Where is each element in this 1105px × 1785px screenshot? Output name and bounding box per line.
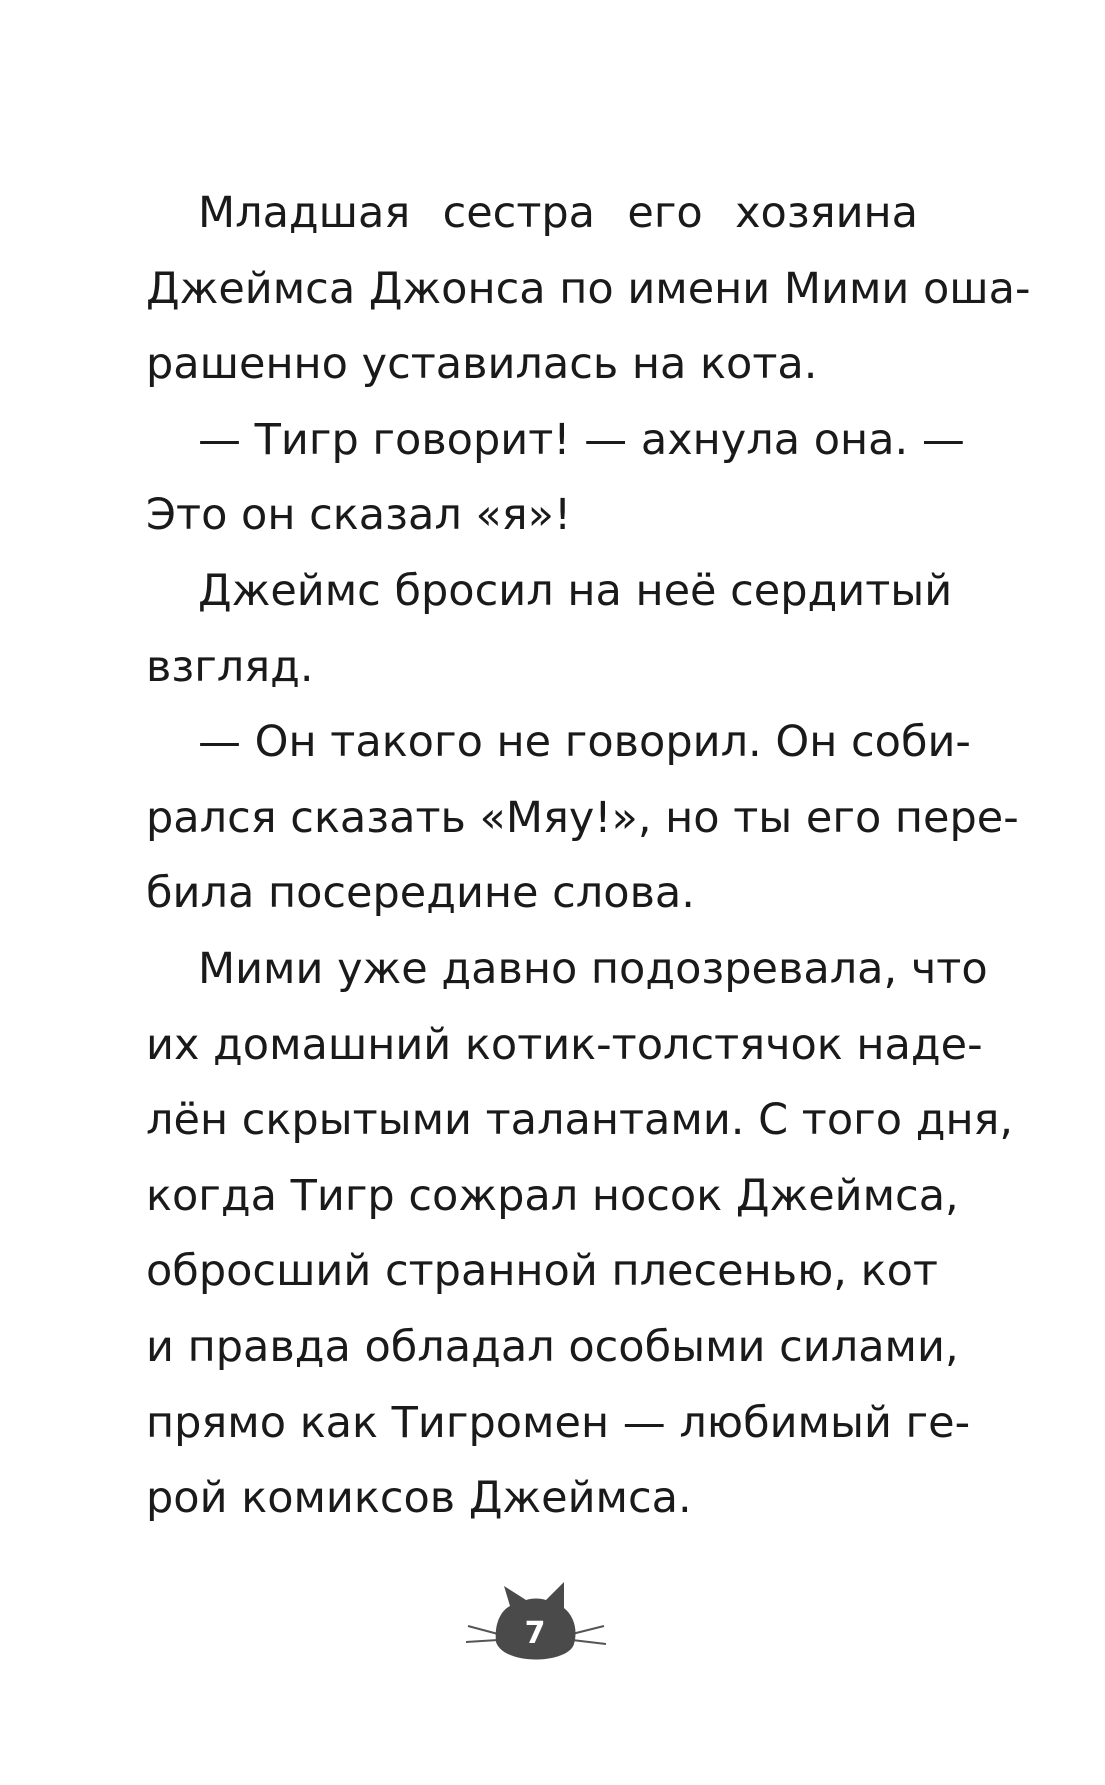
text-line: рой комиксов Джеймса. (146, 1473, 692, 1524)
text-line: Младшая сестра его хозяина (198, 188, 918, 238)
page-footer (460, 1576, 610, 1676)
text-line: Джеймса Джонса по имени Мими оша- (146, 263, 1031, 314)
text-line: била посередине слова. (146, 868, 695, 919)
text-line: Это он сказал «я»! (146, 490, 572, 541)
text-line: и правда обладал особыми силами, (146, 1321, 959, 1372)
body-text (146, 176, 1031, 1537)
text-line: рался сказать «Мяу!», но ты его пере- (146, 792, 1019, 843)
text-line: Джеймс бросил на неё сердитый (198, 565, 953, 616)
text-line: взгляд. (146, 641, 314, 692)
text-line: их домашний котик-толстячок наде- (146, 1019, 983, 1070)
text-line: лён скрытыми талантами. С того дня, (146, 1095, 1014, 1146)
text-line: рашенно уставилась на кота. (146, 339, 818, 390)
page-number: 7 (524, 1616, 546, 1651)
text-line: — Он такого не говорил. Он соби- (198, 717, 971, 768)
text-line: Мими уже давно подозревала, что (198, 943, 988, 994)
text-line: — Тигр говорит! — ахнула она. — (198, 414, 965, 465)
text-line: когда Тигр сожрал носок Джеймса, (146, 1170, 959, 1221)
text-line: обросший странной плесенью, кот (146, 1246, 938, 1297)
text-line: прямо как Тигромен — любимый ге- (146, 1397, 971, 1448)
